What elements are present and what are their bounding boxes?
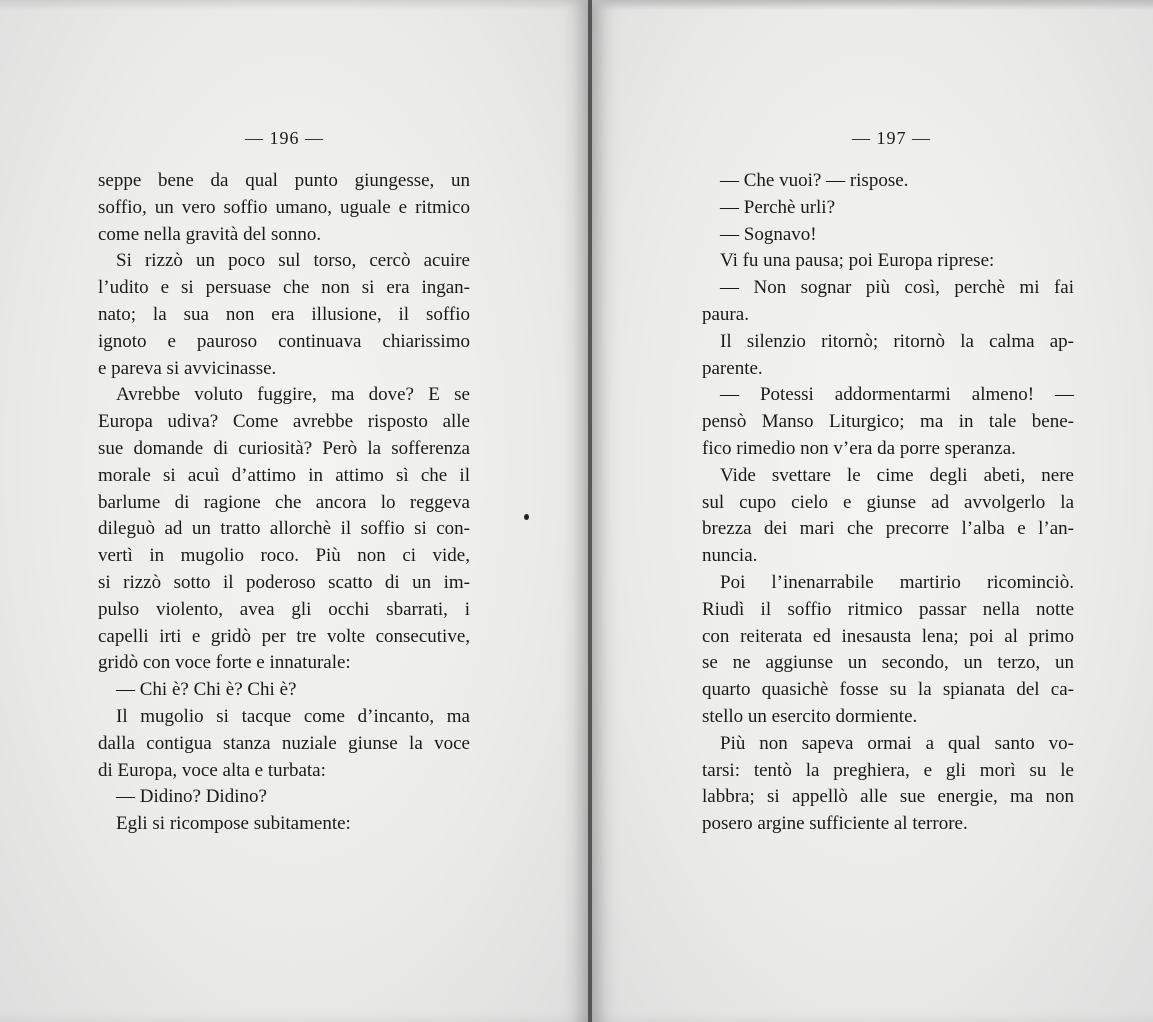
- text-line: quarto quasichè fosse su la spianata del ca-: [702, 679, 1074, 701]
- page-edge-shadow: [590, 0, 1153, 10]
- text-line: parente.: [702, 357, 763, 379]
- page-number-right: — 197 —: [852, 128, 931, 148]
- text-line: — Che vuoi? — rispose.: [720, 170, 909, 191]
- text-line: seppe bene da qual punto giungesse, un: [98, 170, 470, 191]
- text-line: soffio, un vero soffio umano, uguale e ritmico: [98, 196, 470, 218]
- page-edge-shadow: [0, 0, 590, 10]
- text-line: Riudì il soffio ritmico passar nella notte: [702, 598, 1074, 620]
- text-line: l’udito e si persuase che non si era ingan-: [98, 277, 470, 299]
- right-page-body: [702, 168, 1074, 838]
- left-page-body: [98, 168, 470, 838]
- text-line: pensò Manso Liturgico; ma in tale bene-: [702, 411, 1074, 433]
- text-line: Europa udiva? Come avrebbe risposto alle: [98, 411, 470, 433]
- text-line: fico rimedio non v’era da porre speranza.: [702, 437, 1016, 459]
- text-line: sul cupo cielo e giunse ad avvolgerlo la: [702, 491, 1074, 513]
- text-line: barlume di ragione che ancora lo reggeva: [98, 491, 470, 513]
- ink-speck: [524, 514, 529, 520]
- text-line: Vide svettare le cime degli abeti, nere: [720, 464, 1074, 486]
- text-line: pulso violento, avea gli occhi sbarrati, i: [98, 598, 470, 620]
- text-line: capelli irti e gridò per tre volte consecutive,: [98, 625, 470, 647]
- text-line: Egli si ricompose subitamente:: [116, 813, 351, 835]
- text-line: Avrebbe voluto fuggire, ma dove? E se: [116, 384, 470, 406]
- text-line: si rizzò sotto il poderoso scatto di un im-: [98, 571, 470, 593]
- text-line: vertì in mugolio roco. Più non ci vide,: [98, 545, 470, 567]
- text-line: Il silenzio ritornò; ritornò la calma ap-: [720, 330, 1074, 352]
- text-line: nuncia.: [702, 545, 758, 567]
- text-line: gridò con voce forte e innaturale:: [98, 652, 351, 674]
- text-line: — Perchè urli?: [720, 196, 836, 218]
- text-line: nato; la sua non era illusione, il soffio: [98, 303, 470, 325]
- text-line: sue domande di curiosità? Però la sofferenza: [98, 437, 470, 459]
- text-line: posero argine sufficiente al terrore.: [702, 813, 968, 835]
- text-line: dalla contigua stanza nuziale giunse la voce: [98, 732, 470, 754]
- text-line: — Sognavo!: [720, 223, 817, 245]
- page-number-left: — 196 —: [245, 128, 324, 148]
- text-line: stello un esercito dormiente.: [702, 705, 918, 727]
- text-line: e pareva si avvicinasse.: [98, 357, 277, 379]
- text-line: tarsi: tentò la preghiera, e gli morì su le: [702, 759, 1074, 781]
- text-line: se ne aggiunse un secondo, un terzo, un: [702, 652, 1074, 674]
- text-line: come nella gravità del sonno.: [98, 223, 322, 245]
- text-line: brezza dei mari che precorre l’alba e l’an-: [702, 518, 1074, 540]
- right-page: [590, 0, 1153, 1022]
- text-line: di Europa, voce alta e turbata:: [98, 759, 326, 781]
- text-line: morale si acuì d’attimo in attimo sì che il: [98, 464, 470, 486]
- text-line: paura.: [702, 303, 749, 325]
- text-line: Vi fu una pausa; poi Europa riprese:: [720, 250, 995, 272]
- text-line: — Non sognar più così, perchè mi fai: [720, 277, 1074, 299]
- book-gutter: [588, 0, 592, 1022]
- text-line: Si rizzò un poco sul torso, cercò acuire: [116, 250, 470, 272]
- text-line: Poi l’inenarrabile martirio ricominciò.: [720, 571, 1074, 593]
- text-line: ignoto e pauroso continuava chiarissimo: [98, 330, 470, 352]
- text-line: dileguò ad un tratto allorchè il soffio si con-: [98, 518, 470, 540]
- text-line: — Chi è? Chi è? Chi è?: [116, 679, 297, 701]
- text-line: Più non sapeva ormai a qual santo vo-: [720, 732, 1074, 754]
- text-line: — Didino? Didino?: [116, 786, 267, 808]
- text-line: Il mugolio si tacque come d’incanto, ma: [116, 705, 470, 727]
- text-line: — Potessi addormentarmi almeno! —: [720, 384, 1074, 406]
- text-line: labbra; si appellò alle sue energie, ma non: [702, 786, 1074, 808]
- text-line: con reiterata ed inesausta lena; poi al primo: [702, 625, 1074, 647]
